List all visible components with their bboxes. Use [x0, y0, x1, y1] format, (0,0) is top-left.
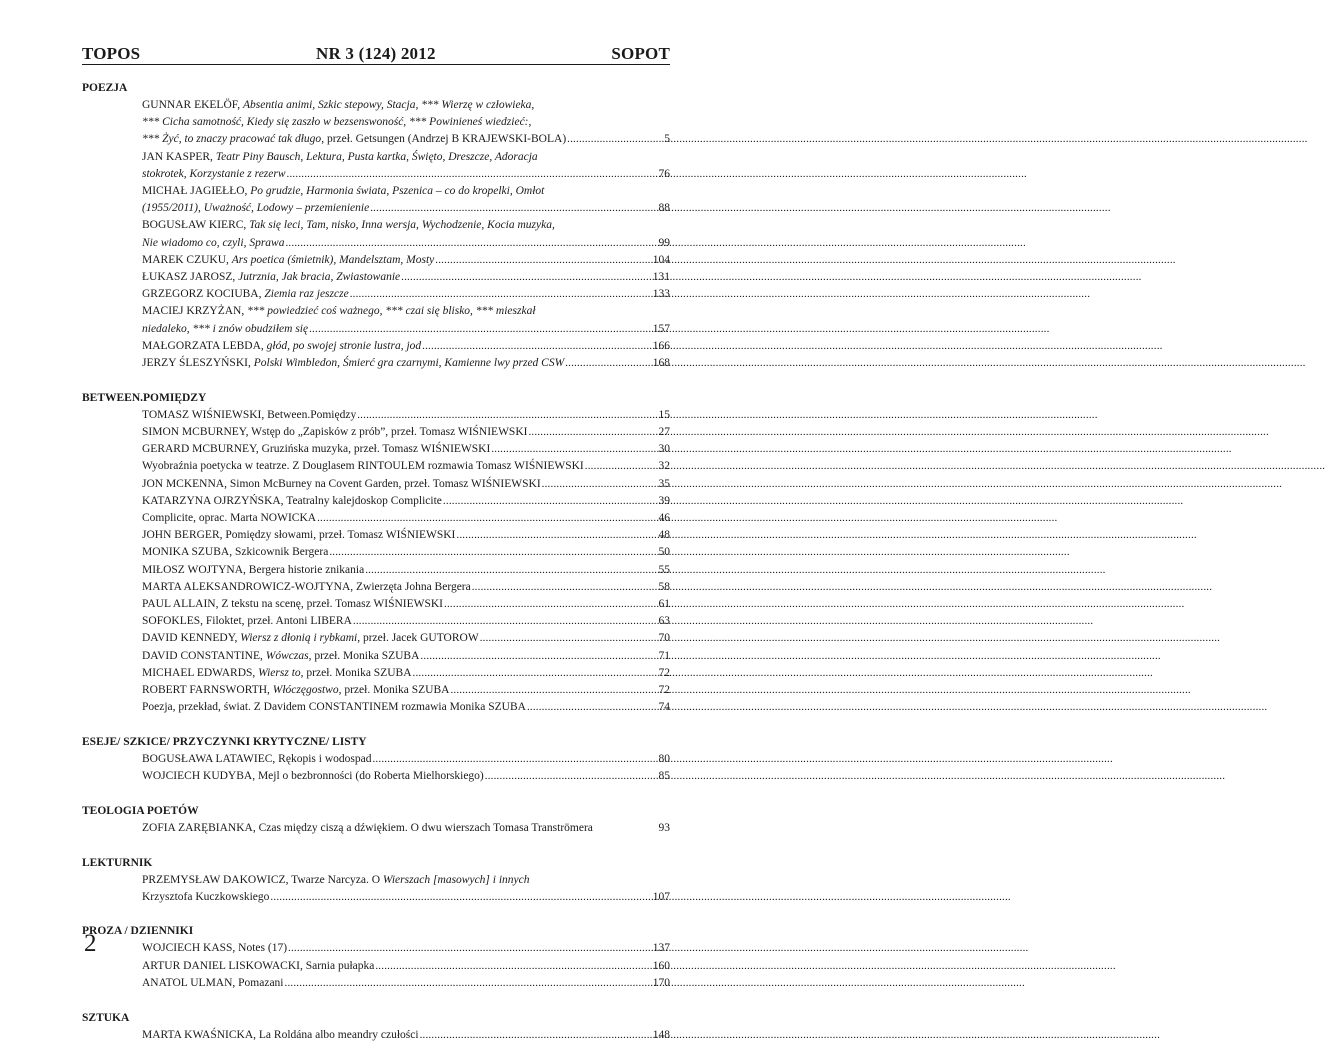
dot-leader	[585, 458, 658, 475]
entry-text: JAN KASPER, Teatr Piny Bausch, Lektura, Pusta kartka, Święto, Dreszcze, Adoracja	[142, 150, 538, 163]
toc-entry	[142, 149, 670, 183]
entry-page-number: 131	[652, 271, 670, 284]
toc-entry-line	[142, 476, 670, 493]
entry-text: TOMASZ WIŚNIEWSKI, Between.Pomiędzy	[142, 408, 357, 421]
dot-leader	[372, 751, 657, 768]
dot-leader	[285, 975, 652, 992]
entry-text: WOJCIECH KUDYBA, Mejl o bezbronności (do Roberta Mielhorskiego)	[142, 770, 484, 783]
running-header	[82, 38, 670, 64]
toc-entry-line	[142, 630, 670, 647]
entry-page-number: 166	[652, 339, 670, 352]
entry-page-number: 137	[652, 942, 670, 955]
entry-page-number: 46	[658, 511, 670, 524]
toc-entry-line	[142, 613, 670, 630]
toc-entry-line	[142, 235, 670, 252]
toc-entry-line	[142, 699, 670, 716]
dot-leader	[317, 510, 657, 527]
section-title: BETWEEN.POMIĘDZY	[82, 391, 207, 404]
dot-leader	[485, 768, 658, 785]
issue-number: NR 3 (124) 2012	[316, 44, 436, 63]
entry-page-number: 72	[658, 666, 670, 679]
section-title: LEKTURNIK	[82, 856, 153, 869]
entry-page-number: 80	[658, 752, 670, 765]
toc-section	[82, 734, 670, 785]
entry-page-number: 107	[652, 890, 670, 903]
toc-entry-line	[142, 321, 670, 338]
entry-text: KATARZYNA OJRZYŃSKA, Teatralny kalejdoskop Complicite	[142, 494, 442, 507]
entry-text: Wyobraźnia poetycka w teatrze. Z Douglasem RINTOULEM rozmawia Tomasz WIŚNIEWSKI	[142, 460, 584, 473]
entry-text: DAVID KENNEDY, Wiersz z dłonią i rybkami, przeł. Jacek GUTOROW	[142, 632, 479, 645]
section-title: PROZA / DZIENNIKI	[82, 925, 194, 938]
entry-page-number: 74	[658, 701, 670, 714]
dot-leader	[375, 958, 651, 975]
toc-entry	[142, 751, 670, 768]
entry-text: GERARD MCBURNEY, Gruzińska muzyka, przeł. Tomasz WIŚNIEWSKI	[142, 443, 491, 456]
journal-title: TOPOS	[82, 44, 141, 63]
entry-text: *** Cicha samotność, Kiedy się zaszło w bezsenswoność, *** Powinieneś wiedzieć:,	[142, 116, 532, 129]
toc-entry-line	[142, 527, 670, 544]
toc-entry-line	[142, 200, 670, 217]
dot-leader	[542, 476, 658, 493]
toc-entry	[142, 441, 670, 458]
toc-entry-line	[142, 768, 670, 785]
toc-entry	[142, 872, 670, 906]
toc-entry	[142, 1027, 670, 1044]
entry-page-number: 55	[658, 563, 670, 576]
toc-entry-line	[142, 355, 670, 372]
dot-leader	[456, 527, 657, 544]
toc-entry	[142, 579, 670, 596]
toc-entry	[142, 493, 670, 510]
entry-text: ŁUKASZ JAROSZ, Jutrznia, Jak bracia, Zwiastowanie	[142, 271, 401, 284]
toc-entry	[142, 544, 670, 561]
entry-page-number: 58	[658, 580, 670, 593]
entry-page-number: 148	[652, 1028, 670, 1041]
toc-entry	[142, 682, 670, 699]
entry-page-number: 15	[658, 408, 670, 421]
dot-leader	[420, 648, 657, 665]
entry-text: MIŁOSZ WOJTYNA, Bergera historie znikania	[142, 563, 365, 576]
entry-page-number: 63	[658, 615, 670, 628]
entry-text: WOJCIECH KASS, Notes (17)	[142, 942, 288, 955]
dot-leader	[357, 407, 657, 424]
entry-text: stokrotek, Korzystanie z rezerw	[142, 167, 286, 180]
dot-leader	[309, 321, 652, 338]
entry-text: BOGUSŁAW KIERC, Tak się leci, Tam, nisko, Inna wersja, Wychodzenie, Kocia muzyka,	[142, 219, 555, 232]
toc-entry-line	[142, 562, 670, 579]
entry-text: JOHN BERGER, Pomiędzy słowami, przeł. Tomasz WIŚNIEWSKI	[142, 529, 456, 542]
entry-text: niedaleko, *** i znów obudziłem się	[142, 322, 309, 335]
toc-entry-line	[142, 872, 670, 889]
toc-entry	[142, 424, 670, 441]
toc-section	[82, 390, 670, 717]
entry-page-number: 5	[664, 133, 670, 146]
entry-page-number: 170	[652, 976, 670, 989]
toc-entry-line	[142, 579, 670, 596]
entry-page-number: 27	[658, 425, 670, 438]
toc-entry	[142, 252, 670, 269]
entry-text: JERZY ŚLESZYŃSKI, Polski Wimbledon, Śmierć gra czarnymi, Kamienne lwy przed CSW	[142, 357, 565, 370]
entry-page-number: 88	[658, 202, 670, 215]
toc-entry	[142, 768, 670, 785]
toc-entry	[142, 613, 670, 630]
entry-text: MAREK CZUKU, Ars poetica (śmietnik), Mandelsztam, Mosty	[142, 253, 435, 266]
toc-entry	[142, 958, 670, 975]
dot-leader	[444, 596, 657, 613]
dot-leader	[365, 562, 657, 579]
entry-text: MICHAŁ JAGIEŁŁO, Po grudzie, Harmonia świata, Pszenica – co do kropelki, Omłot	[142, 185, 545, 198]
toc-entry	[142, 476, 670, 493]
entry-page-number: 48	[658, 529, 670, 542]
section-title: POEZJA	[82, 82, 128, 94]
entry-text: ARTUR DANIEL LISKOWACKI, Sarnia pułapka	[142, 959, 375, 972]
dot-leader	[288, 940, 652, 957]
entry-text: ROBERT FARNSWORTH, Włóczęgostwo, przeł. Monika SZUBA	[142, 684, 450, 696]
dot-leader	[422, 338, 652, 355]
toc-entry	[142, 596, 670, 613]
toc-entry-line	[142, 958, 670, 975]
entry-text: *** Żyć, to znaczy pracować tak długo, przeł. Getsungen (Andrzej B KRAJEWSKI-BOLA)	[142, 133, 567, 146]
entry-page-number: 104	[652, 253, 670, 266]
toc-entry-line	[142, 183, 670, 200]
entry-page-number: 160	[652, 959, 670, 972]
toc-entry	[142, 458, 670, 475]
dot-leader	[565, 355, 652, 372]
dot-leader	[285, 235, 657, 252]
toc-entry	[142, 648, 670, 665]
toc-entry-line	[142, 940, 670, 957]
entry-text: PAUL ALLAIN, Z tekstu na scenę, przeł. Tomasz WIŚNIEWSKI	[142, 597, 444, 610]
toc-entry-line	[142, 544, 670, 561]
entry-text: Poezja, przekład, świat. Z Davidem CONSTANTINEM rozmawia Monika SZUBA	[142, 701, 526, 714]
toc-entry-line	[142, 131, 670, 148]
dot-leader	[420, 1027, 652, 1044]
entry-page-number: 99	[658, 236, 670, 249]
city-name: SOPOT	[611, 44, 670, 63]
toc-section	[82, 855, 670, 906]
entry-text: MAŁGORZATA LEBDA, głód, po swojej stronie lustra, jod	[142, 339, 422, 352]
toc-entry-line	[142, 166, 670, 183]
entry-page-number: 70	[658, 632, 670, 645]
header-rule	[82, 64, 670, 65]
dot-leader	[472, 579, 658, 596]
toc-entry	[142, 217, 670, 251]
dot-leader	[270, 889, 651, 906]
toc-entry	[142, 407, 670, 424]
entry-text: ANATOL ULMAN, Pomazani	[142, 976, 284, 989]
toc-entry	[142, 975, 670, 992]
dot-leader	[287, 166, 658, 183]
entry-text: Complicite, oprac. Marta NOWICKA	[142, 511, 317, 524]
toc-entry-line	[142, 407, 670, 424]
toc-entry-line	[142, 286, 670, 303]
toc-entry	[142, 820, 670, 837]
toc-section	[82, 923, 670, 992]
toc-entry	[142, 510, 670, 527]
section-title: TEOLOGIA POETÓW	[82, 804, 199, 817]
toc-entry-line	[142, 252, 670, 269]
entry-page-number: 50	[658, 546, 670, 559]
toc-entry-line	[142, 458, 670, 475]
entry-page-number: 71	[658, 649, 670, 662]
toc-entry	[142, 303, 670, 337]
entry-text: ZOFIA ZARĘBIANKA, Czas między ciszą a dźwiękiem. O dwu wierszach Tomasa Tranströmera	[142, 821, 593, 834]
toc-entry-line	[142, 441, 670, 458]
entry-page-number: 157	[652, 322, 670, 335]
toc-entry-line	[142, 820, 670, 837]
toc-entry-line	[142, 751, 670, 768]
toc-entry	[142, 699, 670, 716]
toc-entry-line	[142, 682, 670, 699]
toc-section	[82, 1010, 670, 1044]
entry-text: SOFOKLES, Filoktet, przeł. Antoni LIBERA	[142, 615, 352, 628]
toc-entry-line	[142, 149, 670, 166]
entry-text: PRZEMYSŁAW DAKOWICZ, Twarze Narcyza. O Wierszach [masowych] i innych	[142, 873, 530, 886]
entry-page-number: 30	[658, 443, 670, 456]
toc-entry-line	[142, 269, 670, 286]
toc-entry-line	[142, 114, 670, 131]
toc-section	[82, 803, 670, 837]
table-of-contents	[82, 80, 670, 1061]
toc-entry	[142, 97, 670, 149]
toc-entry-line	[142, 665, 670, 682]
entry-page-number: 85	[658, 770, 670, 783]
toc-entry	[142, 355, 670, 372]
dot-leader	[567, 131, 663, 148]
entry-page-number: 61	[658, 597, 670, 610]
entry-text: DAVID CONSTANTINE, Wówczas, przeł. Monika SZUBA	[142, 649, 420, 662]
toc-entry	[142, 940, 670, 957]
dot-leader	[350, 286, 652, 303]
dot-leader	[450, 682, 657, 699]
entry-page-number: 168	[652, 357, 670, 370]
toc-entry-line	[142, 510, 670, 527]
toc-entry	[142, 286, 670, 303]
entry-text: MARTA ALEKSANDROWICZ-WOJTYNA, Zwierzęta Johna Bergera	[142, 580, 471, 593]
entry-page-number: 35	[658, 477, 670, 490]
entry-text: JON MCKENNA, Simon McBurney na Covent Garden, przeł. Tomasz WIŚNIEWSKI	[142, 477, 541, 490]
toc-entry-line	[142, 493, 670, 510]
dot-leader	[329, 544, 657, 561]
entry-text: Krzysztofa Kuczkowskiego	[142, 890, 270, 903]
dot-leader	[435, 252, 651, 269]
toc-entry-line	[142, 338, 670, 355]
dot-leader	[370, 200, 657, 217]
entry-text: SIMON MCBURNEY, Wstęp do „Zapisków z prób”, przeł. Tomasz WIŚNIEWSKI	[142, 425, 528, 438]
entry-page-number: 76	[658, 167, 670, 180]
toc-entry	[142, 665, 670, 682]
dot-leader	[413, 665, 658, 682]
entry-page-number: 133	[652, 288, 670, 301]
entry-text: MARTA KWAŚNICKA, La Roldána albo meandry czułości	[142, 1028, 419, 1041]
dot-leader	[491, 441, 657, 458]
toc-entry	[142, 338, 670, 355]
toc-entry	[142, 183, 670, 217]
toc-section	[82, 80, 670, 372]
toc-entry-line	[142, 1027, 670, 1044]
toc-entry-line	[142, 975, 670, 992]
dot-leader	[528, 424, 657, 441]
dot-leader	[401, 269, 652, 286]
entry-text: MICHAEL EDWARDS, Wiersz to, przeł. Monika SZUBA	[142, 666, 412, 679]
toc-entry-line	[142, 648, 670, 665]
toc-entry-line	[142, 596, 670, 613]
toc-entry-line	[142, 424, 670, 441]
entry-text: GUNNAR EKELÖF, Absentia animi, Szkic stepowy, Stacja, *** Wierzę w człowieka,	[142, 99, 535, 111]
toc-entry-line	[142, 217, 670, 234]
entry-text: MONIKA SZUBA, Szkicownik Bergera	[142, 546, 329, 559]
entry-text: Nie wiadomo co, czyli, Sprawa	[142, 236, 285, 249]
toc-entry-line	[142, 889, 670, 906]
entry-page-number: 93	[658, 821, 670, 834]
toc-entry-line	[142, 303, 670, 320]
entry-text: (1955/2011), Uważność, Lodowy – przemienienie	[142, 202, 370, 215]
section-title: ESEJE/ SZKICE/ PRZYCZYNKI KRYTYCZNE/ LISTY	[82, 735, 367, 748]
entry-text: MACIEJ KRZYŻAN, *** powiedzieć coś ważnego, *** czai się blisko, *** mieszkał	[142, 305, 536, 318]
toc-entry	[142, 269, 670, 286]
toc-entry	[142, 527, 670, 544]
entry-text: BOGUSŁAWA LATAWIEC, Rękopis i wodospad	[142, 752, 372, 765]
entry-page-number: 32	[658, 460, 670, 473]
section-title: SZTUKA	[82, 1011, 130, 1024]
toc-entry	[142, 630, 670, 647]
toc-entry	[142, 562, 670, 579]
toc-entry-line	[142, 97, 670, 114]
dot-leader	[527, 699, 658, 716]
dot-leader	[353, 613, 658, 630]
entry-page-number: 72	[658, 684, 670, 696]
dot-leader	[443, 493, 658, 510]
dot-leader	[480, 630, 658, 647]
entry-page-number: 39	[658, 494, 670, 507]
entry-text: GRZEGORZ KOCIUBA, Ziemia raz jeszcze	[142, 288, 349, 301]
page-number: 2	[84, 930, 97, 957]
